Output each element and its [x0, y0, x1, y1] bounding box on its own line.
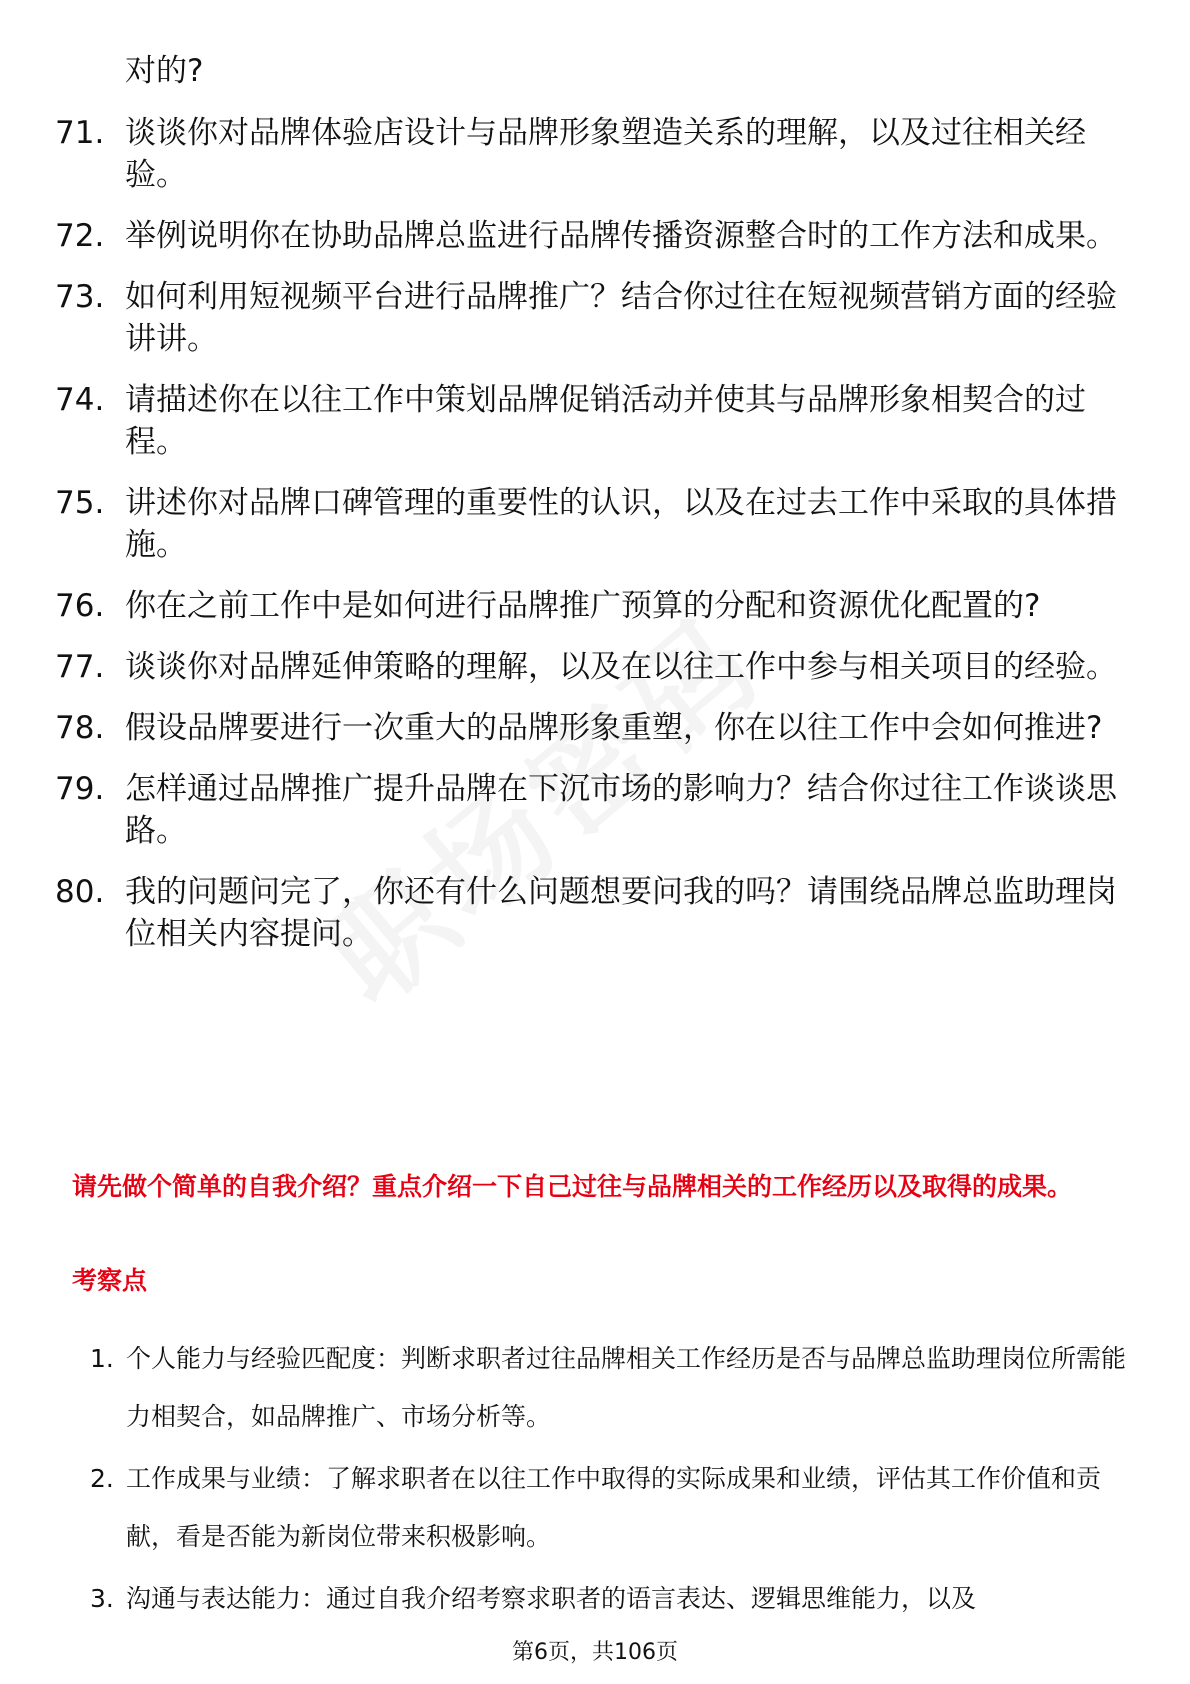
page-footer: 第6页，共106页	[512, 1640, 678, 1665]
item-text: 怎样通过品牌推广提升品牌在下沉市场的影响力？结合你过往工作谈谈思路。	[125, 771, 1117, 849]
item-number: 1.	[90, 1344, 114, 1373]
question-list	[55, 112, 1135, 974]
list-item	[90, 1570, 1130, 1628]
item-text: 沟通与表达能力：通过自我介绍考察求职者的语言表达、逻辑思维能力，以及	[126, 1584, 977, 1613]
item-text: 我的问题问完了，你还有什么问题想要问我的吗？请围绕品牌总监助理岗位相关内容提问。	[125, 874, 1117, 952]
item-text: 谈谈你对品牌延伸策略的理解，以及在以往工作中参与相关项目的经验。	[125, 649, 1117, 685]
list-item	[55, 768, 1135, 852]
list-item	[55, 585, 1135, 627]
item-number: 72.	[55, 218, 105, 254]
item-number: 80.	[55, 874, 105, 910]
item-text: 如何利用短视频平台进行品牌推广？结合你过往在短视频营销方面的经验讲讲。	[125, 279, 1117, 357]
item-text: 讲述你对品牌口碑管理的重要性的认识，以及在过去工作中采取的具体措施。	[125, 485, 1117, 563]
list-item	[55, 707, 1135, 749]
list-item	[55, 482, 1135, 566]
list-item	[90, 1330, 1130, 1446]
item-number: 75.	[55, 485, 105, 521]
item-number: 2.	[90, 1464, 114, 1493]
item-number: 71.	[55, 115, 105, 151]
item-text: 个人能力与经验匹配度：判断求职者过往品牌相关工作经历是否与品牌总监助理岗位所需能力相契合，如品牌推广、市场分析等。	[126, 1344, 1127, 1431]
item-number: 76.	[55, 588, 105, 624]
list-item	[55, 276, 1135, 360]
item-text: 假设品牌要进行一次重大的品牌形象重塑，你在以往工作中会如何推进?	[125, 710, 1103, 746]
subsection-label: 考察点	[72, 1266, 148, 1295]
item-number: 77.	[55, 649, 105, 685]
item-number: 3.	[90, 1584, 114, 1613]
item-text: 工作成果与业绩：了解求职者在以往工作中取得的实际成果和业绩，评估其工作价值和贡献，看是否能为新岗位带来积极影响。	[126, 1464, 1102, 1551]
continued-text: 对的?	[125, 53, 204, 89]
list-item	[55, 112, 1135, 196]
item-text: 你在之前工作中是如何进行品牌推广预算的分配和资源优化配置的?	[125, 588, 1041, 624]
assessment-point-list	[90, 1330, 1130, 1632]
item-text: 请描述你在以往工作中策划品牌促销活动并使其与品牌形象相契合的过程。	[125, 382, 1086, 460]
list-item	[55, 215, 1135, 257]
item-number: 78.	[55, 710, 105, 746]
item-number: 73.	[55, 279, 105, 315]
item-text: 举例说明你在协助品牌总监进行品牌传播资源整合时的工作方法和成果。	[125, 218, 1117, 254]
item-number: 79.	[55, 771, 105, 807]
list-item	[90, 1450, 1130, 1566]
list-item	[55, 871, 1135, 955]
list-item	[55, 379, 1135, 463]
item-number: 74.	[55, 382, 105, 418]
list-item	[55, 646, 1135, 688]
item-text: 谈谈你对品牌体验店设计与品牌形象塑造关系的理解，以及过往相关经验。	[125, 115, 1086, 193]
section-heading: 请先做个简单的自我介绍？重点介绍一下自己过往与品牌相关的工作经历以及取得的成果。	[72, 1172, 1073, 1201]
